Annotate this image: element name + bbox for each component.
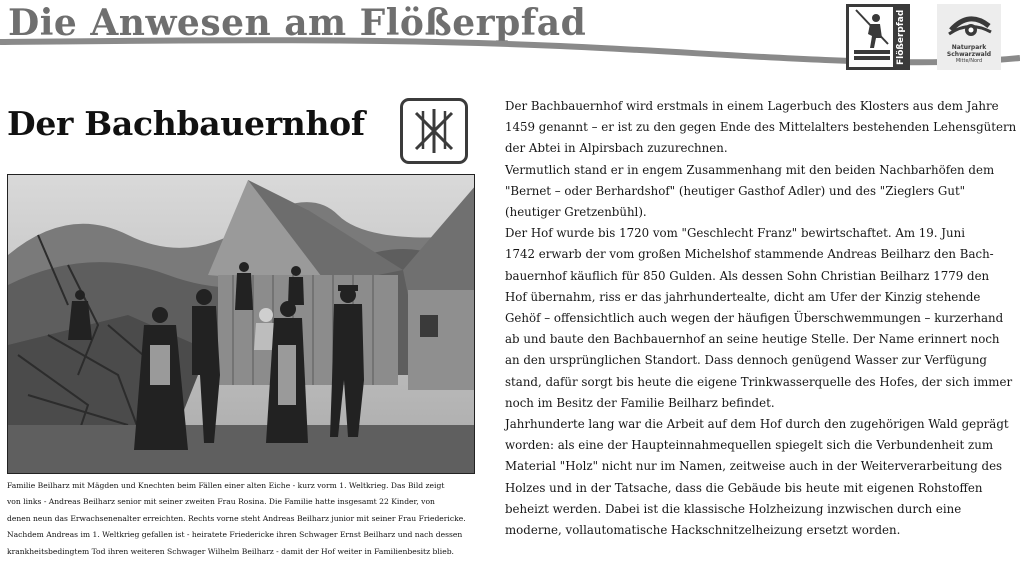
body-line: an den ursprünglichen Standort. Dass dennoch genügend Wasser zur Verfügung (505, 353, 987, 368)
body-line: moderne, vollautomatische Hackschnitzelheizung ersetzt worden. (505, 523, 901, 538)
body-line: stand, dafür sorgt bis heute die eigene Trinkwasserquelle des Hofes, der sich immer (505, 374, 1013, 389)
article-body (505, 96, 1020, 541)
body-line: Der Hof wurde bis 1720 vom "Geschlecht Franz" bewirtschaftet. Am 19. Juni (505, 226, 966, 241)
body-line: 1459 genannt – er ist zu den gegen Ende des Mittelalters bestehenden Lehensgütern (505, 120, 1017, 135)
body-line: Material "Holz" nicht nur im Namen, zeitweise auch in der Weiterverarbeitung des (505, 459, 1003, 474)
body-line: 1742 erwarb der vom großen Michelshof stammende Andreas Beilharz den Bach- (505, 247, 994, 262)
photo-caption (7, 478, 477, 560)
body-line: Der Bachbauernhof wird erstmals in einem Lagerbuch des Klosters aus dem Jahre (505, 99, 999, 113)
naturpark-logo-line2: Schwarzwald (946, 51, 992, 58)
naturpark-logo (937, 4, 1001, 70)
floesserpfad-logo-text: Flößerpfad (896, 9, 906, 65)
historic-family-photo (7, 174, 475, 474)
body-line: (heutiger Gretzenbühl). (505, 205, 647, 220)
caption-line: krankheitsbedingtem Tod ihren weiteren Schwager Wilhelm Beilharz - damit der Hof weiter in Familienbesitz blieb. (7, 546, 454, 556)
header-title: Die Anwesen am Flößerpfad (8, 2, 587, 44)
body-line: Vermutlich stand er in engem Zusammenhang mit den beiden Nachbarhöfen dem (505, 162, 995, 177)
body-line: Holzes und in der Tatsache, dass die Gebäude bis heute mit eigenen Rohstoffen (505, 480, 983, 495)
body-line: Gehöf – offensichtlich auch wegen der häufigen Überschwemmungen – kurzerhand (505, 311, 1004, 326)
body-line: Jahrhunderte lang war die Arbeit auf dem Hof durch den zugehörigen Wald geprägt (505, 417, 1009, 432)
article-title: Der Bachbauernhof (7, 104, 365, 143)
body-line: bauernhof käuflich für 850 Gulden. Als dessen Sohn Christian Beilharz 1779 den (505, 268, 990, 283)
caption-line: Familie Beilharz mit Mägden und Knechten beim Fällen einer alten Eiche - kurz vorm 1. Weltkrieg. Das Bild zeigt (7, 481, 445, 490)
floesserpfad-logo (846, 4, 910, 70)
body-line: beheizt werden. Dabei ist die klassische Holzheizung inzwischen durch eine (505, 501, 962, 516)
caption-line: Nachdem Andreas im 1. Weltkrieg gefallen ist - heiratete Friedericke ihren Schwager Ernst Beilharz und nach dessen (7, 530, 463, 540)
body-line: worden: als eine der Haupteinnahmequellen spiegelt sich die Verbundenheit zum (505, 438, 994, 453)
body-line: Hof übernahm, riss er das jahrhundertealte, dicht am Ufer der Kinzig stehende (505, 289, 981, 304)
body-line: der Abtei in Alpirsbach zuzurechnen. (505, 141, 728, 156)
caption-line: von links - Andreas Beilharz senior mit seiner zweiten Frau Rosina. Die Familie hatte insgesamt 22 Kinder, von (7, 497, 435, 507)
caption-line: denen neun das Erwachsenenalter erreichten. Rechts vorne steht Andreas Beilharz junior mit seiner Frau Friedericke. (7, 513, 466, 523)
page-header (0, 0, 1020, 80)
body-line: ab und baute den Bachbauernhof an seine heutige Stelle. Der Name erinnert noch (505, 332, 1000, 347)
body-line: "Bernet – oder Berhardshof" (heutiger Gasthof Adler) und des "Zieglers Gut" (505, 183, 966, 198)
hofzeichen-rune-icon (400, 98, 468, 164)
naturpark-logo-line3: Mitte/Nord (955, 58, 983, 64)
body-line: noch im Besitz der Familie Beilharz befindet. (505, 395, 775, 410)
naturpark-logo-line1: Naturpark (951, 44, 987, 51)
